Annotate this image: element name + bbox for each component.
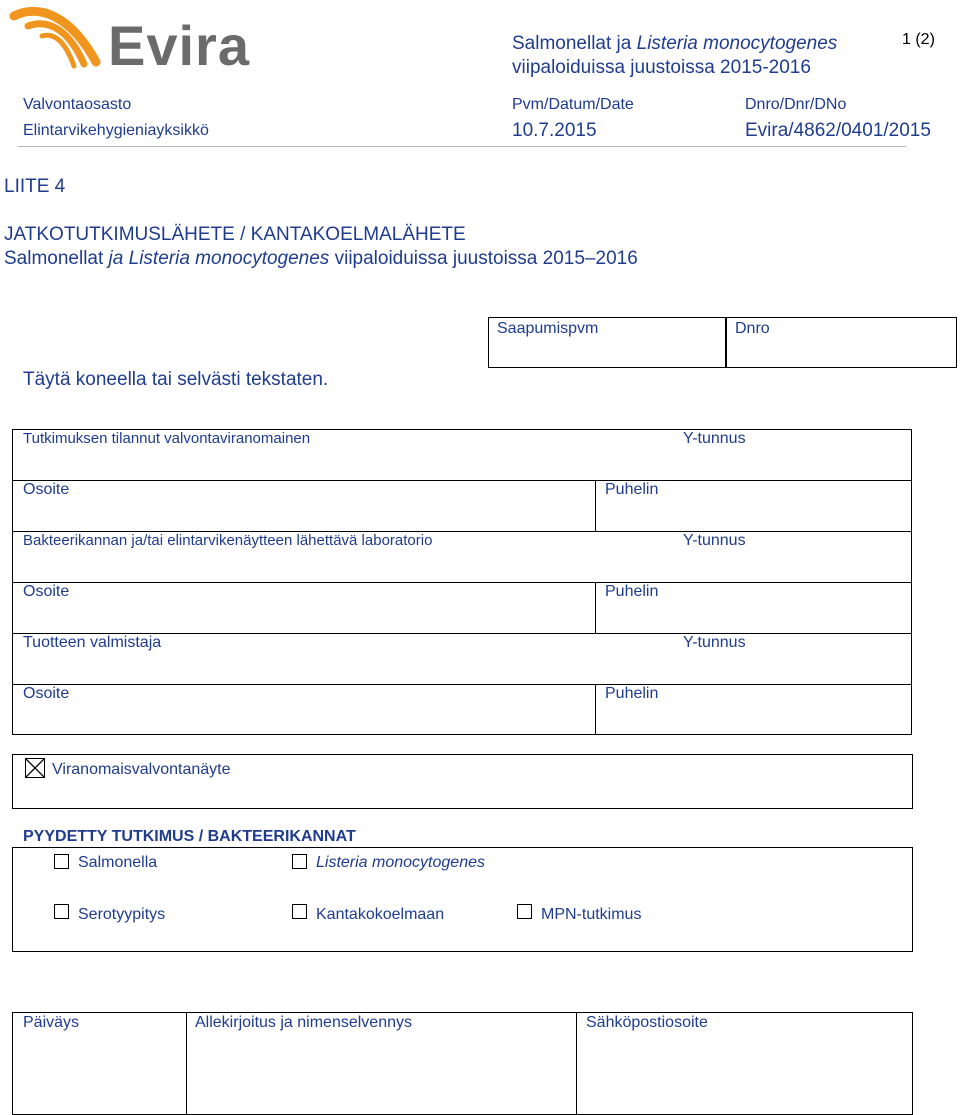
manufacturer-label: Tuotteen valmistaja xyxy=(23,634,162,651)
date-label: Pvm/Datum/Date xyxy=(512,96,634,113)
appendix-label: LIITE 4 xyxy=(4,176,66,197)
receipt-dnro-label: Dnro xyxy=(735,320,770,337)
mpn-label: MPN-tutkimus xyxy=(541,906,642,923)
strain-collection-label: Kantakokoelmaan xyxy=(316,906,445,923)
checked-x-icon xyxy=(26,759,44,777)
authority-address-field[interactable] xyxy=(12,480,596,532)
serotyping-checkbox[interactable] xyxy=(54,904,69,919)
authority-label: Tutkimuksen tilannut valvontaviranomainen xyxy=(23,430,311,447)
date-value: 10.7.2015 xyxy=(512,120,597,141)
date-label-sign: Päiväys xyxy=(23,1014,80,1031)
official-control-label: Viranomaisvalvontanäyte xyxy=(52,761,231,778)
authority-phone-label: Puhelin xyxy=(605,481,659,498)
salmonella-checkbox[interactable] xyxy=(54,854,69,869)
official-control-checkbox[interactable] xyxy=(25,758,45,778)
listeria-label: Listeria monocytogenes xyxy=(316,854,485,871)
authority-address-label: Osoite xyxy=(23,481,70,498)
dnro-label: Dnro/Dnr/DNo xyxy=(745,96,847,113)
serotyping-label: Serotyypitys xyxy=(78,906,166,923)
laboratory-address-field[interactable] xyxy=(12,582,596,634)
laboratory-phone-label: Puhelin xyxy=(605,583,659,600)
salmonella-label: Salmonella xyxy=(78,854,158,871)
arrival-date-label: Saapumispvm xyxy=(497,320,599,337)
laboratory-label: Bakteerikannan ja/tai elintarvikenäytteen lähettävä laboratorio xyxy=(23,532,433,549)
evira-swoosh-icon xyxy=(8,4,118,74)
mpn-checkbox[interactable] xyxy=(517,904,532,919)
form-subheading: Salmonellat ja Listeria monocytogenes viipaloiduissa juustoissa 2015–2016 xyxy=(4,248,638,269)
signature-label: Allekirjoitus ja nimenselvennys xyxy=(195,1014,412,1031)
dnro-value: Evira/4862/0401/2015 xyxy=(745,120,931,141)
email-label: Sähköpostiosoite xyxy=(586,1014,708,1031)
authority-ytunnus-label: Y-tunnus xyxy=(683,430,746,447)
arrival-date-field[interactable] xyxy=(488,317,726,368)
instruction-text: Täytä koneella tai selvästi tekstaten. xyxy=(23,369,329,390)
title-line1-italic: Listeria monocytogenes xyxy=(636,33,838,54)
laboratory-ytunnus-label: Y-tunnus xyxy=(683,532,746,549)
header-divider xyxy=(18,146,906,147)
laboratory-address-label: Osoite xyxy=(23,583,70,600)
form-heading: JATKOTUTKIMUSLÄHETE / KANTAKOELMALÄHETE xyxy=(4,224,466,245)
manufacturer-ytunnus-label: Y-tunnus xyxy=(683,634,746,651)
unit-label: Elintarvikehygieniayksikkö xyxy=(23,122,209,139)
requested-tests-heading: PYYDETTY TUTKIMUS / BAKTEERIKANNAT xyxy=(23,828,356,845)
department-label: Valvontaosasto xyxy=(23,96,132,113)
title-line2: viipaloiduissa juustoissa 2015-2016 xyxy=(512,57,811,78)
listeria-checkbox[interactable] xyxy=(292,854,307,869)
manufacturer-phone-label: Puhelin xyxy=(605,685,659,702)
manufacturer-address-label: Osoite xyxy=(23,685,70,702)
page-number: 1 (2) xyxy=(902,31,935,48)
receipt-dnro-field[interactable] xyxy=(725,317,957,368)
logo-wordmark: Evira xyxy=(108,14,250,77)
strain-collection-checkbox[interactable] xyxy=(292,904,307,919)
title-line1-plain: Salmonellat ja xyxy=(512,33,637,54)
manufacturer-address-field[interactable] xyxy=(12,684,596,735)
document-title xyxy=(512,32,837,80)
